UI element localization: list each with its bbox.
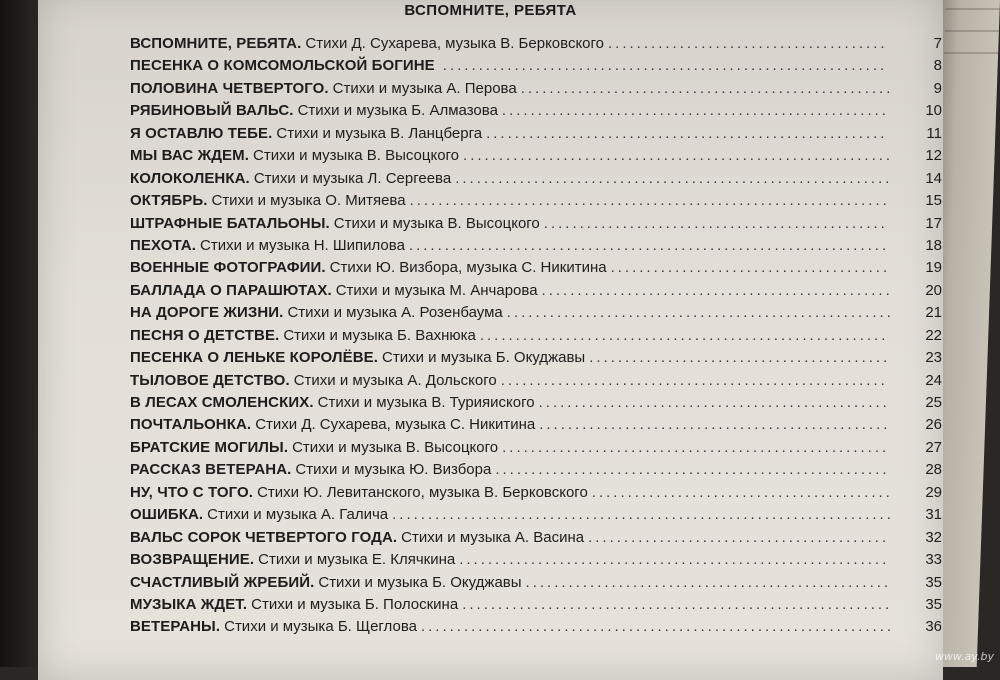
toc-entry-credit: Стихи Д. Сухарева, музыка В. Берковского bbox=[305, 35, 605, 52]
toc-entry-credit: Стихи и музыка В. Турияиского bbox=[317, 394, 535, 411]
toc-entry-page-number: 20 bbox=[925, 281, 942, 299]
table-of-contents bbox=[130, 33, 942, 639]
toc-entry-credit: Стихи и музыка М. Анчарова bbox=[335, 281, 538, 299]
dot-leader: ......................................................... bbox=[479, 326, 889, 344]
dot-leader: .......................................... bbox=[591, 483, 893, 501]
dot-leader: ................................................. bbox=[541, 281, 893, 299]
dot-leader: ....................................... bbox=[610, 259, 891, 277]
toc-entry-title: МУЗЫКА ЖДЕТ. bbox=[130, 595, 248, 613]
toc-entry-page-number: 22 bbox=[925, 326, 942, 344]
toc-entry-page-number: 27 bbox=[925, 438, 942, 456]
toc-entry-title: БАЛЛАДА О ПАРАШЮТАХ. bbox=[130, 281, 332, 299]
toc-entry bbox=[130, 55, 942, 77]
toc-entry bbox=[130, 168, 942, 190]
toc-entry-title: ВОЗВРАЩЕНИЕ. bbox=[130, 551, 255, 569]
dot-leader: ............................................................ bbox=[459, 551, 890, 569]
dot-leader: ........................................................ bbox=[486, 124, 888, 142]
toc-entry bbox=[130, 235, 942, 257]
toc-entry-page-number: 35 bbox=[925, 573, 942, 591]
toc-entry-page-number: 32 bbox=[925, 528, 942, 546]
dot-leader: ...................................................... bbox=[502, 438, 890, 456]
toc-entry-page-number: 23 bbox=[925, 349, 942, 367]
toc-entry-credit: Стихи и музыка Б. Окуджавы bbox=[382, 349, 586, 367]
toc-entry bbox=[130, 302, 942, 324]
toc-entry-page-number: 21 bbox=[925, 304, 942, 322]
dot-leader: .......................................... bbox=[589, 349, 891, 367]
background-left bbox=[0, 0, 40, 667]
dot-leader: .......................................... bbox=[588, 528, 890, 546]
toc-entry bbox=[130, 33, 942, 55]
toc-entry-title: ПОЛОВИНА ЧЕТВЕРТОГО. bbox=[130, 79, 329, 97]
dot-leader: ................................................ bbox=[543, 214, 888, 232]
toc-entry bbox=[130, 549, 942, 571]
toc-entry bbox=[130, 414, 942, 436]
toc-entry-title: НА ДОРОГЕ ЖИЗНИ. bbox=[130, 304, 284, 322]
toc-entry-page-number: 28 bbox=[925, 461, 942, 479]
toc-entry-credit: Стихи и музыка Л. Сергеева bbox=[253, 169, 452, 187]
toc-entry-title: МЫ ВАС ЖДЕМ. bbox=[130, 147, 250, 165]
toc-entry bbox=[130, 280, 942, 302]
toc-entry-page-number: 31 bbox=[925, 506, 942, 524]
toc-entry-credit: Стихи Д. Сухарева, музыка С. Никитина bbox=[255, 416, 536, 434]
toc-entry-credit: Стихи и музыка Б. Алмазова bbox=[297, 102, 498, 120]
toc-entry-credit: Стихи и музыка Н. Шипилова bbox=[200, 236, 405, 254]
toc-entry bbox=[130, 78, 942, 100]
toc-entry-page-number: 17 bbox=[925, 214, 942, 232]
toc-entry-title: НУ, ЧТО С ТОГО. bbox=[130, 483, 254, 501]
toc-entry-page-number: 35 bbox=[925, 595, 942, 613]
dot-leader: ................................................................... bbox=[409, 192, 890, 210]
toc-entry-title: РЯБИНОВЫЙ ВАЛЬС. bbox=[130, 102, 294, 120]
dot-leader: ...................................................... bbox=[500, 371, 888, 389]
toc-entry-page-number: 33 bbox=[925, 551, 942, 569]
toc-entry-credit: Стихи и музыка А. Галича bbox=[207, 506, 389, 524]
toc-entry-title: ТЫЛОВОЕ ДЕТСТВО. bbox=[130, 371, 290, 389]
book-page bbox=[38, 0, 943, 680]
toc-entry bbox=[130, 527, 942, 549]
toc-entry bbox=[130, 145, 942, 167]
toc-entry-title: Я ОСТАВЛЮ ТЕБЕ. bbox=[130, 124, 273, 142]
toc-entry bbox=[130, 347, 942, 369]
toc-entry-credit: Стихи Ю. Визбора, музыка С. Никитина bbox=[329, 259, 607, 277]
toc-entry bbox=[130, 594, 942, 616]
toc-entry-title: ПОЧТАЛЬОНКА. bbox=[130, 416, 252, 434]
toc-entry-page-number: 9 bbox=[933, 79, 942, 97]
toc-entry-title: ВСПОМНИТЕ, РЕБЯТА. bbox=[130, 35, 302, 52]
toc-entry bbox=[130, 370, 942, 392]
toc-entry-credit: Стихи и музыка Б. Окуджавы bbox=[318, 573, 522, 591]
toc-entry-page-number: 11 bbox=[926, 124, 942, 142]
toc-entry-page-number: 8 bbox=[933, 57, 942, 75]
dot-leader: ...................................................................... bbox=[392, 506, 894, 524]
dot-leader: ................................................................... bbox=[408, 236, 890, 254]
dot-leader: ................................................... bbox=[525, 573, 892, 591]
toc-entry-credit: Стихи и музыка А. Розенбаума bbox=[287, 304, 503, 322]
toc-entry bbox=[130, 257, 942, 279]
toc-entry-page-number: 19 bbox=[925, 259, 942, 277]
toc-entry bbox=[130, 392, 942, 414]
toc-entry-page-number: 25 bbox=[925, 394, 942, 411]
toc-entry-credit: Стихи и музыка Е. Клячкина bbox=[258, 551, 456, 569]
toc-entry-credit: Стихи и музыка В. Ланцберга bbox=[276, 124, 483, 142]
toc-entry-title: СЧАСТЛИВЫЙ ЖРЕБИЙ. bbox=[130, 573, 315, 591]
page-heading: ВСПОМНИТЕ, РЕБЯТА bbox=[404, 2, 577, 19]
toc-entry-page-number: 36 bbox=[925, 618, 942, 636]
toc-entry bbox=[130, 123, 942, 145]
toc-entry bbox=[130, 190, 942, 212]
toc-entry-credit: Стихи и музыка В. Высоцкого bbox=[292, 438, 499, 456]
toc-entry-credit: Стихи и музыка В. Высоцкого bbox=[333, 214, 540, 232]
toc-entry-page-number: 12 bbox=[925, 147, 942, 165]
toc-entry-credit: Стихи и музыка Б. Вахнюка bbox=[283, 326, 476, 344]
toc-entry-title: БРАТСКИЕ МОГИЛЫ. bbox=[130, 438, 289, 456]
toc-entry-title: ШТРАФНЫЕ БАТАЛЬОНЫ. bbox=[130, 214, 330, 232]
dot-leader: ...................................................... bbox=[501, 102, 889, 120]
toc-entry-title: КОЛОКОЛЕНКА. bbox=[130, 169, 250, 187]
dot-leader: ....................................... bbox=[608, 35, 888, 52]
toc-entry-title: ОШИБКА. bbox=[130, 506, 204, 524]
toc-entry-title: ВАЛЬС СОРОК ЧЕТВЕРТОГО ГОДА. bbox=[130, 528, 398, 546]
toc-entry-title: ОКТЯБРЬ. bbox=[130, 192, 208, 210]
dot-leader: .................................................................. bbox=[420, 618, 895, 636]
toc-entry bbox=[130, 100, 942, 122]
toc-entry-credit: Стихи и музыка В. Высоцкого bbox=[253, 147, 460, 165]
toc-entry-page-number: 24 bbox=[925, 371, 942, 389]
dot-leader: ............................................................ bbox=[462, 595, 893, 613]
toc-entry-title: ПЕСЕНКА О КОМСОМОЛЬСКОЙ БОГИНЕ bbox=[130, 57, 435, 75]
toc-entry-title: ВЕТЕРАНЫ. bbox=[130, 618, 221, 636]
dot-leader: ................................................. bbox=[538, 394, 890, 411]
dot-leader: ............................................................. bbox=[455, 169, 893, 187]
dot-leader: .............................................................. bbox=[442, 57, 888, 75]
toc-entry bbox=[130, 482, 942, 504]
toc-entry bbox=[130, 325, 942, 347]
toc-entry bbox=[130, 437, 942, 459]
toc-entry-page-number: 18 bbox=[925, 236, 942, 254]
toc-entry bbox=[130, 572, 942, 594]
toc-entry-credit: Стихи и музыка А. Васина bbox=[401, 528, 585, 546]
dot-leader: .................................................... bbox=[520, 79, 894, 97]
watermark: www.ay.by bbox=[934, 650, 994, 663]
toc-entry-credit: Стихи и музыка А. Перова bbox=[332, 79, 517, 97]
toc-entry bbox=[130, 213, 942, 235]
toc-entry bbox=[130, 459, 942, 481]
dot-leader: ...................................................... bbox=[506, 304, 894, 322]
toc-entry-credit: Стихи и музыка А. Дольского bbox=[293, 371, 497, 389]
toc-entry-credit: Стихи Ю. Левитанского, музыка В. Берковского bbox=[257, 483, 588, 501]
toc-entry-title: ВОЕННЫЕ ФОТОГРАФИИ. bbox=[130, 259, 326, 277]
toc-entry-credit: Стихи и музыка Б. Полоскина bbox=[251, 595, 459, 613]
toc-entry-credit: Стихи и музыка Б. Щеглова bbox=[224, 618, 417, 636]
toc-entry-credit: Стихи и музыка О. Митяева bbox=[211, 192, 406, 210]
toc-entry-credit: Стихи и музыка Ю. Визбора bbox=[295, 461, 492, 479]
toc-entry-page-number: 10 bbox=[925, 102, 942, 120]
toc-entry-title: ПЕСНЯ О ДЕТСТВЕ. bbox=[130, 326, 280, 344]
toc-entry bbox=[130, 616, 942, 638]
toc-entry-title: В ЛЕСАХ СМОЛЕНСКИХ. bbox=[130, 394, 314, 411]
toc-entry bbox=[130, 504, 942, 526]
dot-leader: ....................................................... bbox=[495, 461, 890, 479]
toc-entry-title: РАССКАЗ ВЕТЕРАНА. bbox=[130, 461, 292, 479]
toc-entry-title: ПЕХОТА. bbox=[130, 236, 196, 254]
toc-entry-page-number: 15 bbox=[925, 192, 942, 210]
toc-entry-page-number: 7 bbox=[933, 35, 942, 52]
dot-leader: ............................................................ bbox=[463, 147, 894, 165]
dot-leader: ................................................. bbox=[539, 416, 891, 434]
toc-entry-title: ПЕСЕНКА О ЛЕНЬКЕ КОРОЛЁВЕ. bbox=[130, 349, 379, 367]
toc-entry-page-number: 26 bbox=[925, 416, 942, 434]
toc-entry-page-number: 29 bbox=[925, 483, 942, 501]
toc-entry-page-number: 14 bbox=[925, 169, 942, 187]
